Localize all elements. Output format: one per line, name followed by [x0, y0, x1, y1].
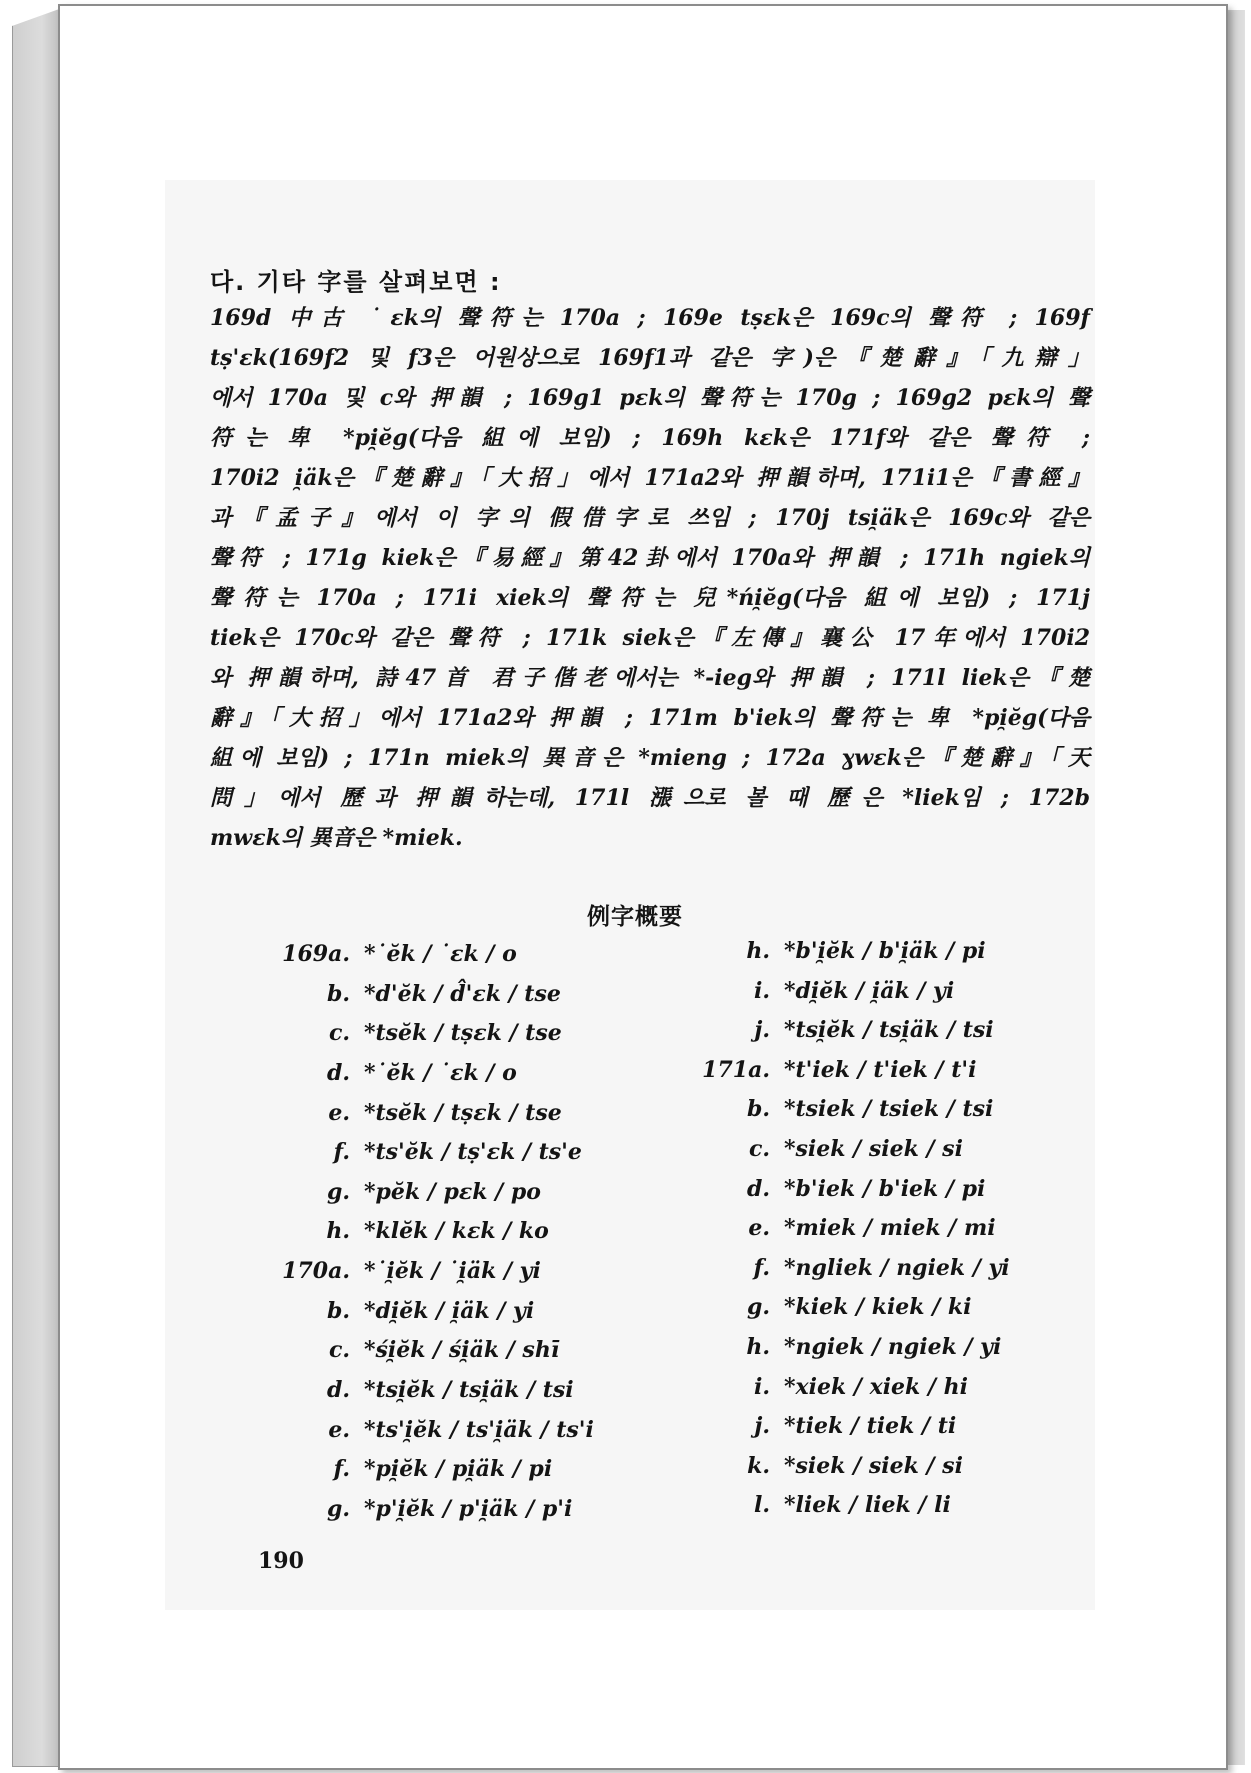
paragraph-line: 聲符는 170a ; 171i xiek의 聲符는 兒*ńi̯ĕg(다음 組에 보임) ; 171j [210, 585, 1090, 611]
paragraph-line: 聲符 ; 171g kiek은『易經』第42卦에서 170a와 押韻 ; 171h ngiek의 [210, 545, 1090, 571]
entry-value: *ts'ĕk / tṣ'ɛk / ts'e [364, 1139, 582, 1165]
entry-label: c. [748, 1136, 770, 1162]
paragraph-line: 169d 中古 ˙ɛk의 聲符는 170a ; 169e tṣɛk은 169c의 聲符 ; 169f [210, 305, 1090, 331]
book-left-edge [12, 8, 62, 1767]
entry-value: *tsiek / tsiek / tsi [784, 1096, 994, 1122]
entry-value: *tsi̯ĕk / tsi̯äk / tsi [364, 1377, 574, 1403]
entry-label: g. [746, 1294, 770, 1320]
entry-value: *tsĕk / tṣɛk / tse [364, 1100, 562, 1126]
entry-value: *tsĕk / tṣɛk / tse [364, 1020, 562, 1046]
paragraph-line: mwɛk의 異音은 *miek. [210, 825, 463, 851]
entry-value: *b'iek / b'iek / pi [784, 1176, 986, 1202]
entry-value: *miek / miek / mi [784, 1215, 996, 1241]
entry-value: *di̯ĕk / i̯äk / yi [364, 1298, 535, 1324]
paragraph-line: 問」에서 歷과 押韻하는데, 171l 漲으로 볼 때 歷은 *liek임 ; 172b [210, 785, 1090, 811]
entry-label: g. [326, 1179, 350, 1205]
entry-label: f. [753, 1255, 770, 1281]
entry-value: *ngiek / ngiek / yi [784, 1334, 1002, 1360]
entry-label: h. [746, 1334, 770, 1360]
entry-label: b. [326, 1298, 350, 1324]
entry-label: k. [747, 1453, 770, 1479]
paragraph-line: 組에 보임) ; 171n miek의 異音은 *mieng ; 172a ɣwɛk은『楚辭』「天 [210, 745, 1090, 771]
entry-value: *klĕk / kɛk / ko [364, 1218, 549, 1244]
page-number: 190 [258, 1548, 304, 1574]
paragraph-line: tiek은 170c와 같은 聲符 ; 171k siek은『左傳』襄公 17年에서 170i2 [210, 625, 1090, 651]
entry-value: *p'i̯ĕk / p'i̯äk / p'i [364, 1496, 573, 1522]
entry-value: *˙ĕk / ˙ɛk / o [364, 1060, 517, 1086]
entry-label: i. [753, 1374, 770, 1400]
summary-title: 例字概要 [587, 904, 683, 930]
entry-value: *siek / siek / si [784, 1136, 963, 1162]
entry-label: j. [754, 1413, 770, 1439]
entry-label: d. [326, 1377, 350, 1403]
entry-label: i. [753, 978, 770, 1004]
entry-label: h. [746, 938, 770, 964]
entry-label: l. [753, 1492, 770, 1518]
entry-label: e. [328, 1417, 350, 1443]
entry-value: *b'i̯ĕk / b'i̯äk / pi [784, 938, 986, 964]
entry-value: *pi̯ĕk / pi̯äk / pi [364, 1456, 553, 1482]
entry-value: *ngliek / ngiek / yi [784, 1255, 1010, 1281]
entry-label: c. [328, 1020, 350, 1046]
entry-value: *kiek / kiek / ki [784, 1294, 972, 1320]
entry-value: *˙ĕk / ˙ɛk / o [364, 941, 517, 967]
entry-label: j. [754, 1017, 770, 1043]
section-heading: 다. 기타 字를 살펴보면 : [210, 268, 502, 296]
entry-label: e. [748, 1215, 770, 1241]
entry-label: 171a. [702, 1057, 770, 1083]
paragraph-line: tṣ'ɛk(169f2 및 f3은 어원상으로 169f1과 같은 字)은『楚辭』「九辯」 [210, 345, 1090, 371]
entry-label: c. [328, 1337, 350, 1363]
entry-label: g. [326, 1496, 350, 1522]
entry-value: *ts'i̯ĕk / ts'i̯äk / ts'i [364, 1417, 594, 1443]
entry-value: *di̯ĕk / i̯äk / yi [784, 978, 955, 1004]
paragraph-line: 에서 170a 및 c와 押韻 ; 169g1 pɛk의 聲符는 170g ; 169g2 pɛk의 聲 [210, 385, 1090, 411]
entry-value: *tsi̯ĕk / tsi̯äk / tsi [784, 1017, 994, 1043]
entry-label: d. [746, 1176, 770, 1202]
entry-label: b. [746, 1096, 770, 1122]
paragraph-line: 符는 卑 *pi̯ĕg(다음 組에 보임) ; 169h kɛk은 171f와 같은 聲符 ; [210, 425, 1090, 451]
entry-value: *tiek / tiek / ti [784, 1413, 957, 1439]
entry-label: d. [326, 1060, 350, 1086]
entry-label: e. [328, 1100, 350, 1126]
entry-label: f. [333, 1456, 350, 1482]
entry-label: 170a. [282, 1258, 350, 1284]
entry-value: *xiek / xiek / hi [784, 1374, 968, 1400]
entry-label: b. [326, 981, 350, 1007]
entry-value: *˙i̯ĕk / ˙i̯äk / yi [364, 1258, 541, 1284]
entry-value: *pĕk / pɛk / po [364, 1179, 541, 1205]
entry-value: *liek / liek / li [784, 1492, 951, 1518]
paragraph-line: 170i2 i̯äk은『楚辭』「大招」에서 171a2와 押韻하며, 171i1은『書經』 [210, 465, 1090, 491]
entry-value: *siek / siek / si [784, 1453, 963, 1479]
paragraph-line: 와 押韻하며, 詩47首 君子偕老에서는 *-ieg와 押韻 ; 171l liek은『楚 [210, 665, 1090, 691]
entry-value: *t'iek / t'iek / t'i [784, 1057, 977, 1083]
paragraph-line: 辭』「大招」에서 171a2와 押韻 ; 171m b'iek의 聲符는 卑 *pi̯ĕg(다음 [210, 705, 1090, 731]
entry-value: *d'ĕk / d̂'ɛk / tse [364, 981, 561, 1007]
entry-label: 169a. [282, 941, 350, 967]
entry-value: *śi̯ĕk / śi̯äk / shī [364, 1337, 560, 1363]
entry-label: f. [333, 1139, 350, 1165]
entry-label: h. [326, 1218, 350, 1244]
paragraph-line: 과『孟子』에서 이 字의 假借字로 쓰임 ; 170j tsi̯äk은 169c와 같은 [210, 505, 1090, 531]
